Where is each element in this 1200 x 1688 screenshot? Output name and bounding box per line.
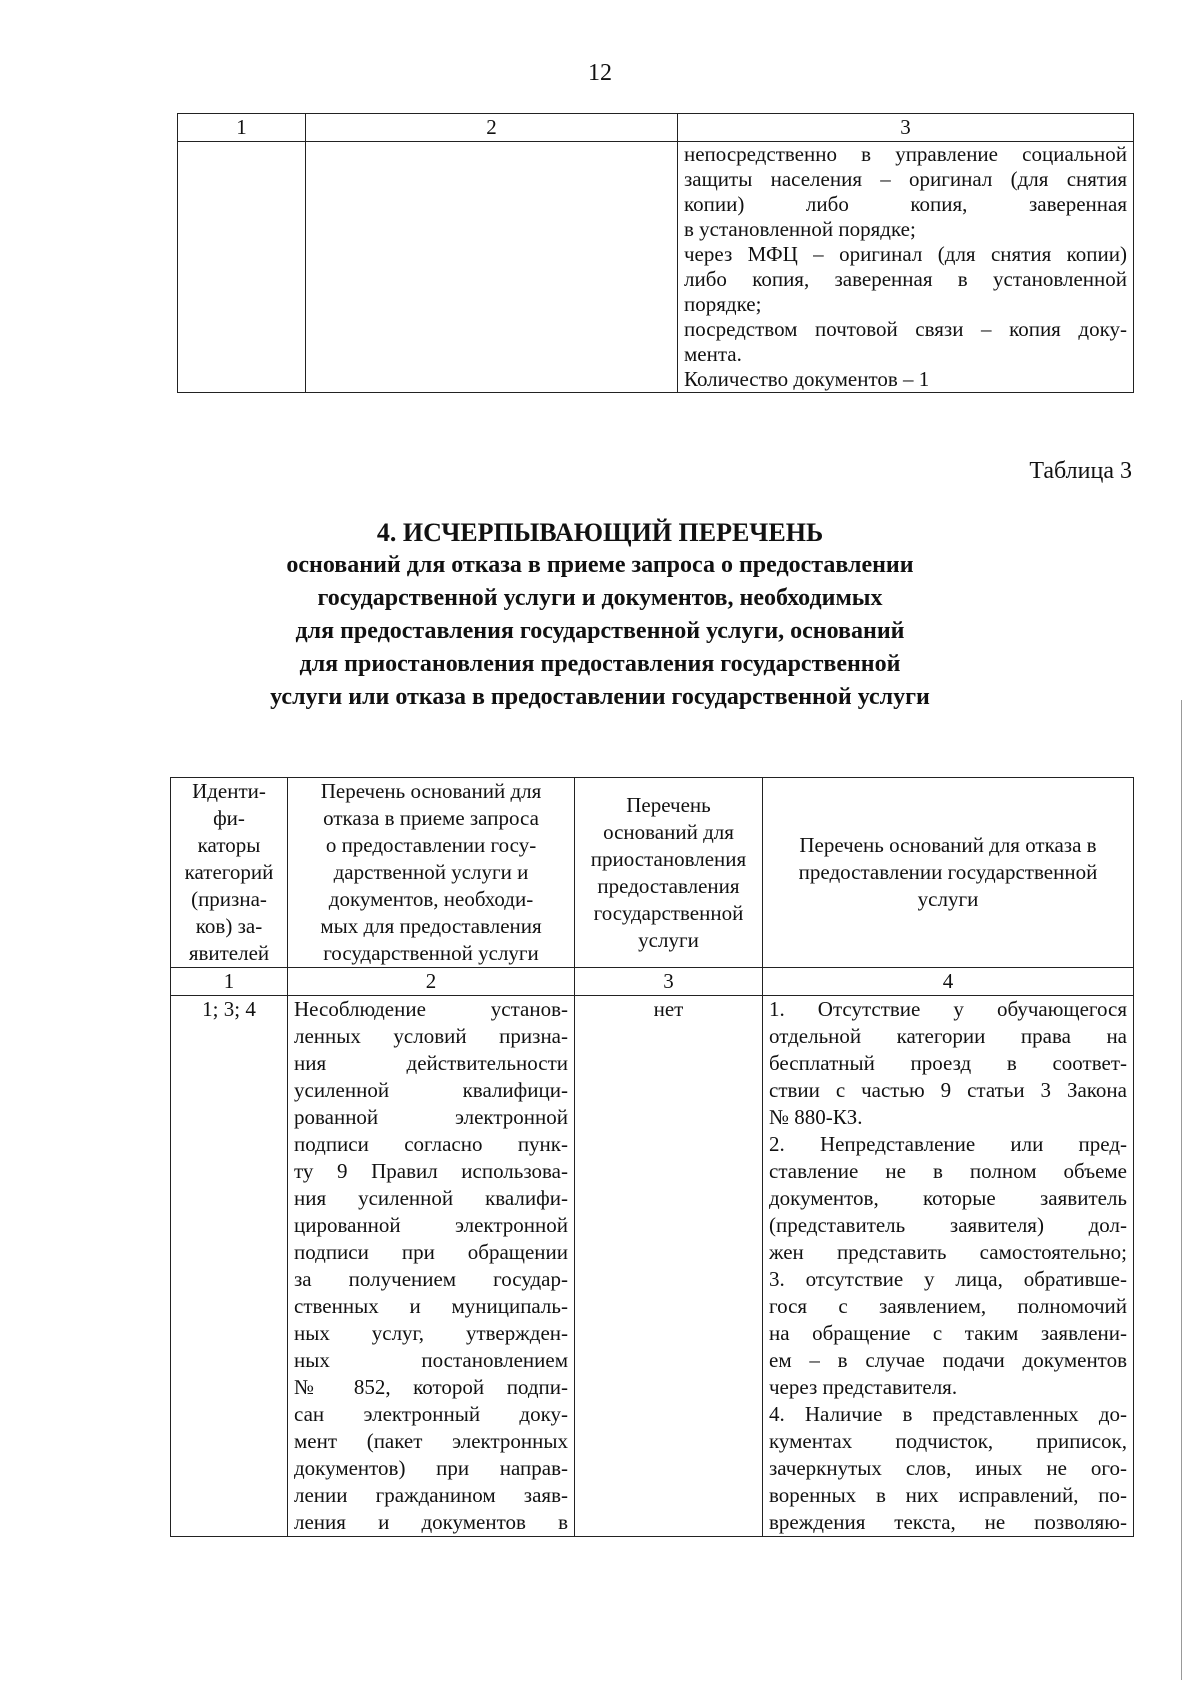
- text-line: подписи при обращении: [294, 1240, 568, 1264]
- text-line: бесплатный проезд в соответ-: [769, 1051, 1127, 1075]
- text-line: № 880-КЗ.: [769, 1105, 863, 1129]
- header-refusal-acceptance: [288, 778, 575, 968]
- header-text-line: государственной: [593, 900, 744, 925]
- text-line: ния действительности: [294, 1051, 568, 1075]
- section-heading: [150, 516, 1050, 714]
- header-text-line: ков) за-: [195, 914, 263, 938]
- text-line: копии) либо копия, заверенная: [684, 192, 1127, 216]
- header-text-line: Перечень: [626, 792, 711, 817]
- text-line: ленных условий призна-: [294, 1024, 568, 1048]
- text-line: 4. Наличие в представленных до-: [769, 1402, 1127, 1426]
- category-ids-cell: 1; 3; 4: [171, 996, 288, 1537]
- text-line: ставление не в полном объеме: [769, 1159, 1127, 1183]
- text-line: гося с заявлением, полномочий: [769, 1294, 1127, 1318]
- text-line: лении гражданином заяв-: [294, 1483, 568, 1507]
- header-text-line: каторы: [197, 833, 261, 857]
- text-line: 3. отсутствие у лица, обративше-: [769, 1267, 1127, 1291]
- header-refusal-provision: [763, 778, 1134, 968]
- text-line: порядке;: [684, 292, 762, 316]
- empty-cell: [306, 142, 678, 393]
- header-text-line: о предоставлении госу-: [325, 833, 537, 857]
- header-applicant-categories: [171, 778, 288, 968]
- text-line: ту 9 Правил использова-: [294, 1159, 568, 1183]
- text-line: 2. Непредставление или пред-: [769, 1132, 1127, 1156]
- text-line: непосредственно в управление социальной: [684, 142, 1127, 166]
- table-label: Таблица 3: [1029, 458, 1132, 484]
- empty-cell: [178, 142, 306, 393]
- text-line: рованной электронной: [294, 1105, 568, 1129]
- scan-edge-line: [1181, 700, 1182, 1680]
- header-text-line: Перечень оснований для: [320, 779, 542, 803]
- text-line: либо копия, заверенная в установленной: [684, 267, 1127, 291]
- column-number-3: 3: [678, 114, 1134, 142]
- text-line: 1. Отсутствие у обучающегося: [769, 997, 1127, 1021]
- refusal-grounds-table: [170, 777, 1134, 1537]
- text-line: кументах подчисток, приписок,: [769, 1429, 1127, 1453]
- table-header-row: [171, 778, 1134, 968]
- text-line: подписи согласно пунк-: [294, 1132, 568, 1156]
- provision-refusal-grounds-cell: [763, 996, 1134, 1537]
- header-text-line: Иденти-: [192, 779, 266, 803]
- column-number-1: 1: [171, 968, 288, 996]
- text-line: усиленной квалифици-: [294, 1078, 568, 1102]
- text-line: ных услуг, утвержден-: [294, 1321, 568, 1345]
- text-line: сан электронный доку-: [294, 1402, 568, 1426]
- header-text-line: дарственной услуги и: [333, 860, 529, 884]
- text-line: в установленной порядке;: [684, 217, 916, 241]
- text-line: на обращение с таким заявлени-: [769, 1321, 1127, 1345]
- header-text-line: Перечень оснований для отказа в: [799, 833, 1097, 857]
- suspension-grounds-cell: нет: [575, 996, 763, 1537]
- column-number-3: 3: [575, 968, 763, 996]
- section-subtitle-line: услуги или отказа в предоставлении государственной услуги: [270, 684, 930, 710]
- text-line: вреждения текста, не позволяю-: [769, 1510, 1127, 1534]
- table-row: [178, 142, 1134, 393]
- section-subtitle-line: государственной услуги и документов, необходимых: [317, 585, 883, 611]
- text-line: ственных и муниципаль-: [294, 1294, 568, 1318]
- text-line: защиты населения – оригинал (для снятия: [684, 167, 1127, 191]
- section-title: 4. ИСЧЕРПЫВАЮЩИЙ ПЕРЕЧЕНЬ: [376, 518, 824, 547]
- column-number-2: 2: [306, 114, 678, 142]
- text-line: документов) при направ-: [294, 1456, 568, 1480]
- page-number: 12: [588, 60, 612, 86]
- header-text-line: предоставлении государственной: [798, 860, 1098, 884]
- header-suspension-grounds: [575, 778, 763, 968]
- text-line: цированной электронной: [294, 1213, 568, 1237]
- continuation-table: [177, 113, 1134, 393]
- section-subtitle-line: оснований для отказа в приеме запроса о предоставлении: [286, 552, 914, 578]
- text-line: ем – в случае подачи документов: [769, 1348, 1127, 1372]
- column-number-1: 1: [178, 114, 306, 142]
- text-line: ния усиленной квалифи-: [294, 1186, 568, 1210]
- header-text-line: документов, необходи-: [328, 887, 534, 911]
- acceptance-refusal-grounds-cell: [288, 996, 575, 1537]
- text-line: Количество документов – 1: [684, 367, 930, 391]
- header-text-line: предоставления: [597, 873, 740, 898]
- table-row: [171, 996, 1134, 1537]
- header-text-line: явителей: [188, 941, 270, 965]
- header-text-line: услуги: [917, 887, 979, 911]
- section-subtitle-line: для приостановления предоставления государственной: [299, 651, 901, 677]
- text-line: ных постановлением: [294, 1348, 568, 1372]
- text-line: воренных в них исправлений, по-: [769, 1483, 1127, 1507]
- header-text-line: приостановления: [590, 846, 747, 871]
- text-line: через представителя.: [769, 1375, 958, 1399]
- header-text-line: оснований для: [603, 819, 734, 844]
- header-text-line: государственной услуги: [323, 941, 539, 965]
- text-line: мента.: [684, 342, 742, 366]
- text-line: (представитель заявителя) дол-: [769, 1213, 1127, 1237]
- text-line: мент (пакет электронных: [294, 1429, 568, 1453]
- header-text-line: отказа в приеме запроса: [323, 806, 539, 830]
- header-text-line: мых для предоставления: [320, 914, 542, 938]
- table-header-row: [178, 114, 1134, 142]
- text-line: № 852, которой подпи-: [294, 1375, 568, 1399]
- header-text-line: (призна-: [191, 887, 267, 911]
- text-line: за получением государ-: [294, 1267, 568, 1291]
- document-submission-cell: [678, 142, 1134, 393]
- text-line: ления и документов в: [294, 1510, 568, 1534]
- text-line: жен представить самостоятельно;: [769, 1240, 1127, 1264]
- text-line: отдельной категории права на: [769, 1024, 1127, 1048]
- text-line: документов, которые заявитель: [769, 1186, 1127, 1210]
- column-number-4: 4: [763, 968, 1134, 996]
- column-number-2: 2: [288, 968, 575, 996]
- header-text-line: фи-: [213, 806, 245, 830]
- section-subtitle-line: для предоставления государственной услуги, оснований: [295, 618, 905, 644]
- text-line: через МФЦ – оригинал (для снятия копии): [684, 242, 1127, 266]
- text-line: посредством почтовой связи – копия доку-: [684, 317, 1127, 341]
- column-numbers-row: [171, 968, 1134, 996]
- text-line: ствии с частью 9 статьи 3 Закона: [769, 1078, 1127, 1102]
- text-line: зачеркнутых слов, иных не ого-: [769, 1456, 1127, 1480]
- header-text-line: категорий: [184, 860, 274, 884]
- header-text-line: услуги: [638, 927, 699, 952]
- text-line: Несоблюдение установ-: [294, 997, 568, 1021]
